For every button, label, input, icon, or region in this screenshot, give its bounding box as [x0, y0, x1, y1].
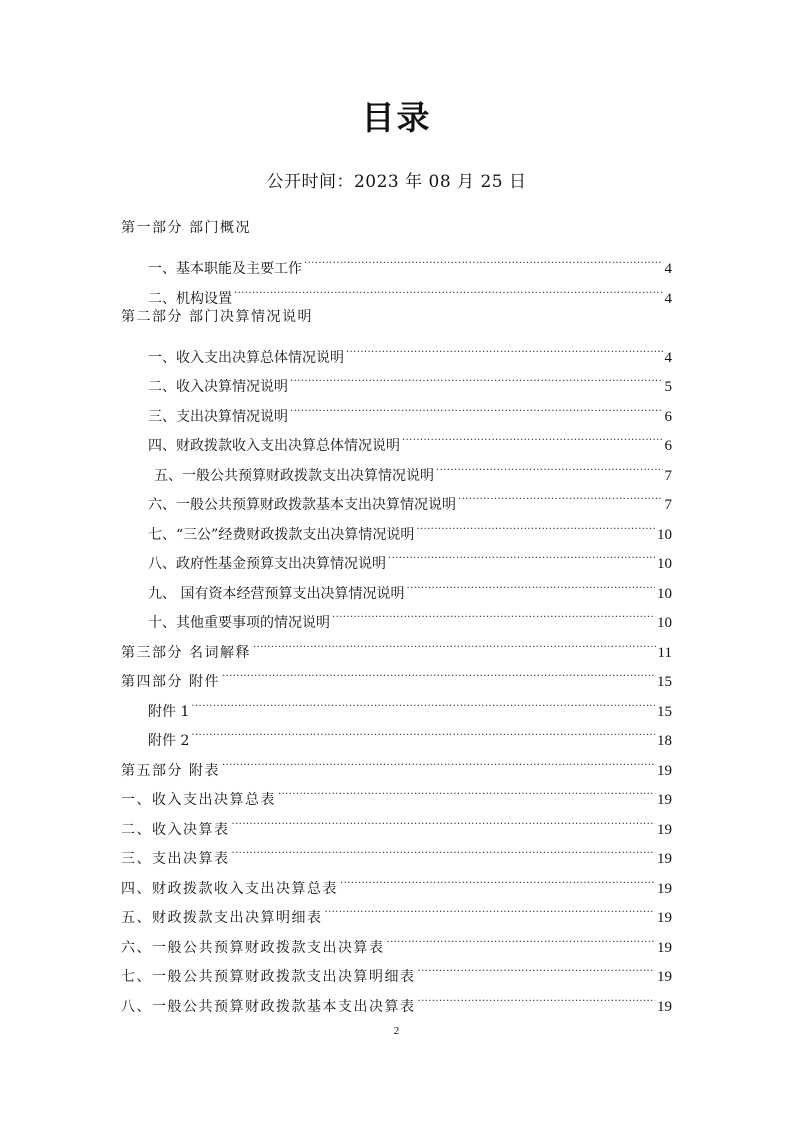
- toc-dot-leader: [191, 716, 655, 746]
- toc-dot-leader: [232, 834, 656, 864]
- toc-dot-leader: [290, 391, 663, 421]
- toc-entry-page-number: 19: [657, 880, 672, 897]
- toc-entry-label: 七、一般公共预算财政拨款支出决算明细表: [121, 969, 416, 985]
- publication-date: 公开时间：2023 年 08 月 25 日: [266, 172, 527, 192]
- toc-entry-page-number: 6: [664, 408, 672, 425]
- toc-entry-page-number: 10: [657, 585, 672, 602]
- toc-entry[interactable]: [121, 332, 672, 366]
- toc-dot-leader: [418, 952, 656, 982]
- toc-entry-label: 一、收入支出决算总体情况说明: [148, 349, 344, 366]
- toc-entry-page-number: 19: [657, 969, 672, 985]
- toc-dot-leader: [416, 509, 655, 539]
- toc-dot-leader: [388, 539, 655, 569]
- toc-entry-page-number: 18: [657, 733, 672, 749]
- toc-entry-label: 第二部分 部门决算情况说明: [121, 308, 313, 325]
- toc-entry-page-number: 19: [657, 821, 672, 838]
- toc-entry-label: 三、支出决算情况说明: [148, 408, 288, 425]
- toc-entry-page-number: 15: [657, 703, 672, 720]
- toc-entry[interactable]: [121, 745, 672, 779]
- toc-entry-page-number: 19: [657, 792, 672, 808]
- toc-entry-page-number: 6: [664, 438, 672, 454]
- page-title: 目录: [361, 98, 432, 137]
- toc-entry-label: 五、一般公共预算财政拨款支出决算情况说明: [154, 467, 434, 484]
- toc-entry-page-number: 7: [664, 497, 672, 513]
- toc-dot-leader: [340, 863, 655, 893]
- toc-entry-page-number: 15: [657, 674, 672, 690]
- toc-entry-label: 三、支出决算表: [121, 851, 230, 867]
- toc-dot-leader: [346, 332, 663, 362]
- toc-entry-label: 二、机构设置: [148, 290, 232, 307]
- toc-entry-label: 一、基本职能及主要工作: [148, 261, 302, 277]
- toc-dot-leader: [332, 598, 655, 628]
- toc-entry[interactable]: [121, 303, 672, 333]
- toc-entry[interactable]: [121, 214, 672, 244]
- toc-entry[interactable]: [121, 716, 672, 749]
- toc-entry-label: 六、一般公共预算财政拨款基本支出决算情况说明: [148, 497, 456, 513]
- toc-dot-leader: [436, 450, 663, 480]
- toc-entry-label: 八、政府性基金预算支出决算情况说明: [148, 556, 386, 572]
- toc-dot-leader: [458, 480, 663, 510]
- toc-entry-page-number: 19: [657, 762, 672, 779]
- toc-entry-label: 第三部分 名词解释: [121, 644, 251, 661]
- toc-entry-label: 九、 国有资本经营预算支出决算情况说明: [148, 585, 405, 602]
- toc-dot-leader: [325, 893, 656, 923]
- table-of-contents: [121, 214, 672, 1015]
- toc-entry-page-number: 4: [664, 349, 672, 366]
- toc-entry-label: 四、财政拨款收入支出决算总表: [121, 880, 338, 897]
- toc-entry-page-number: 10: [657, 526, 672, 543]
- toc-dot-leader: [304, 244, 663, 274]
- toc-entry-label: 二、收入决算表: [121, 821, 230, 838]
- toc-dot-leader: [418, 981, 656, 1011]
- toc-dot-leader: [406, 568, 655, 598]
- page-number: 2: [393, 1025, 400, 1037]
- toc-entry-label: 五、财政拨款支出决算明细表: [121, 910, 323, 926]
- toc-dot-leader: [290, 362, 663, 392]
- toc-entry-page-number: 19: [657, 851, 672, 867]
- toc-dot-leader: [253, 627, 656, 657]
- toc-dot-leader: [402, 421, 663, 451]
- toc-entry-page-number: 7: [664, 467, 672, 484]
- toc-entry-label: 第五部分 附表: [121, 762, 220, 779]
- toc-entry-label: 二、收入决算情况说明: [148, 379, 288, 395]
- toc-entry-label: 七、“三公”经费财政拨款支出决算情况说明: [148, 526, 415, 543]
- toc-entry-page-number: 19: [657, 939, 672, 956]
- toc-entry-label: 八、一般公共预算财政拨款基本支出决算表: [121, 998, 416, 1015]
- toc-entry-page-number: 11: [657, 644, 672, 661]
- toc-entry-page-number: 10: [657, 556, 672, 572]
- toc-entry-page-number: 4: [664, 261, 672, 277]
- toc-entry-label: 第一部分 部门概况: [121, 220, 251, 236]
- toc-entry-label: 六、一般公共预算财政拨款支出决算表: [121, 939, 385, 956]
- toc-entry-label: 四、财政拨款收入支出决算总体情况说明: [148, 438, 400, 454]
- toc-dot-leader: [222, 657, 655, 687]
- toc-dot-leader: [278, 775, 655, 805]
- toc-entry-label: 一、收入支出决算总表: [121, 792, 276, 808]
- toc-dot-leader: [222, 745, 655, 775]
- toc-entry-label: 附件 2: [148, 733, 190, 749]
- toc-entry[interactable]: [121, 686, 672, 720]
- toc-entry[interactable]: [121, 244, 672, 277]
- toc-dot-leader: [232, 804, 656, 834]
- toc-entry-page-number: 10: [657, 615, 672, 631]
- toc-dot-leader: [234, 273, 663, 303]
- toc-entry-page-number: 19: [657, 910, 672, 926]
- toc-dot-leader: [387, 922, 656, 952]
- toc-dot-leader: [191, 686, 655, 716]
- toc-entry-label: 第四部分 附件: [121, 674, 220, 690]
- toc-entry-label: 十、其他重要事项的情况说明: [148, 615, 330, 631]
- toc-entry-page-number: 19: [657, 998, 672, 1015]
- toc-entry-page-number: 4: [664, 290, 672, 307]
- toc-entry-label: 附件 1: [148, 703, 190, 720]
- toc-entry-page-number: 5: [664, 379, 672, 395]
